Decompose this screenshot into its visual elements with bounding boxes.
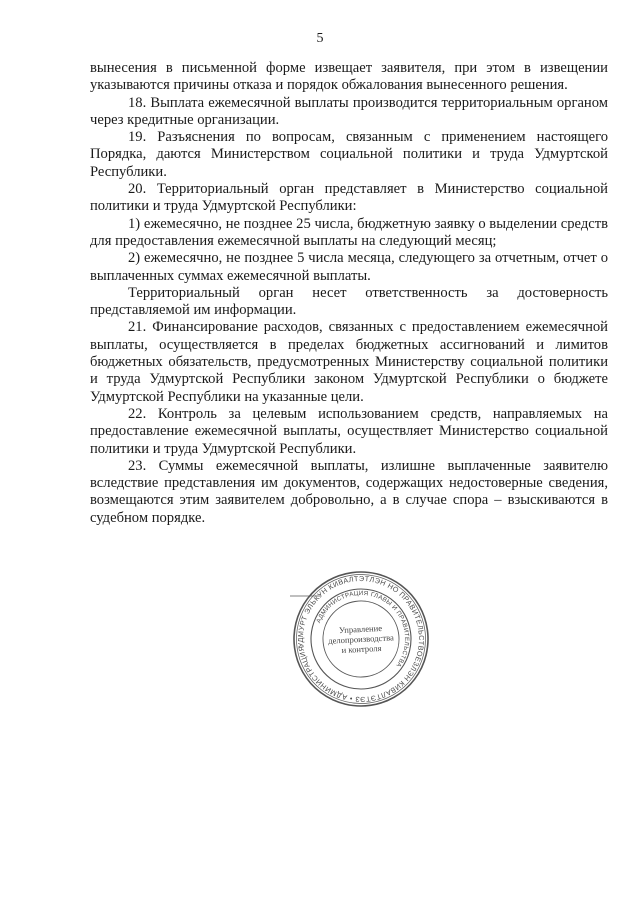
paragraph-21: 21. Финансирование расходов, связанных с предоставлением ежемесячной выплаты, осуществляется в пределах бюджетных ассигнований и лимитов бюджетных обязательств, предусмотренных Министерству социальной политики и труда Удмуртской Республики законом Удмуртской Республики о бюджете Удмуртской Республики на указанные цели. <box>90 319 608 405</box>
paragraph-23: 23. Суммы ежемесячной выплаты, излишне выплаченные заявителю вследствие представления им документов, содержащих недостоверные сведения, возмещаются этим заявителем добровольно, а в случае спора – взыскиваются в судебном порядке. <box>90 457 608 526</box>
seal-inner-ring-text: АДМИНИСТРАЦИЯ ГЛАВЫ И ПРАВИТЕЛЬСТВА <box>315 589 411 669</box>
paragraph-continuation: вынесения в письменной форме извещает заявителя, при этом в извещении указываются причины отказа и порядок обжалования вынесенного решения. <box>90 60 608 94</box>
paragraph-19: 19. Разъяснения по вопросам, связанным с применением настоящего Порядка, даются Министерством социальной политики и труда Удмуртской Республики. <box>90 129 608 180</box>
seal-ring-text: УДМУРТ ЭЛЬКУН КИВАЛТЭТЛЭН НО ПРАВИТЕЛЬСТВОЕЗЛЭН КИВАЛТЭТЭЗ • АДМИНИСТРАЦИЯ <box>295 573 427 705</box>
paragraph-20-item-2: 2) ежемесячно, не позднее 5 числа месяца, следующего за отчетным, отчет о выплаченных суммах ежемесячной выплаты. <box>90 250 608 284</box>
paragraph-18: 18. Выплата ежемесячной выплаты производится территориальным органом через кредитные организации. <box>90 94 608 128</box>
page-number: 5 <box>316 31 324 46</box>
seal-line-3: и контроля <box>341 642 382 656</box>
official-seal <box>290 568 432 710</box>
seal-line-1: Управление <box>338 622 383 636</box>
paragraph-22: 22. Контроль за целевым использованием средств, направляемых на предоставление ежемесячной выплаты, осуществляет Министерство социальной политики и труда Удмуртской Республики. <box>90 405 608 457</box>
document-body <box>90 60 608 527</box>
paragraph-20-responsibility: Территориальный орган несет ответственность за достоверность представляемой им информации. <box>90 284 608 319</box>
paragraph-20: 20. Территориальный орган представляет в Министерство социальной политики и труда Удмуртской Республики: <box>90 181 608 215</box>
seal-line-2: делопроизводства <box>327 632 395 646</box>
paragraph-20-item-1: 1) ежемесячно, не позднее 25 числа, бюджетную заявку о выделении средств для предоставления ежемесячной выплаты на следующий месяц; <box>90 215 608 249</box>
seal-center-text <box>286 564 435 713</box>
